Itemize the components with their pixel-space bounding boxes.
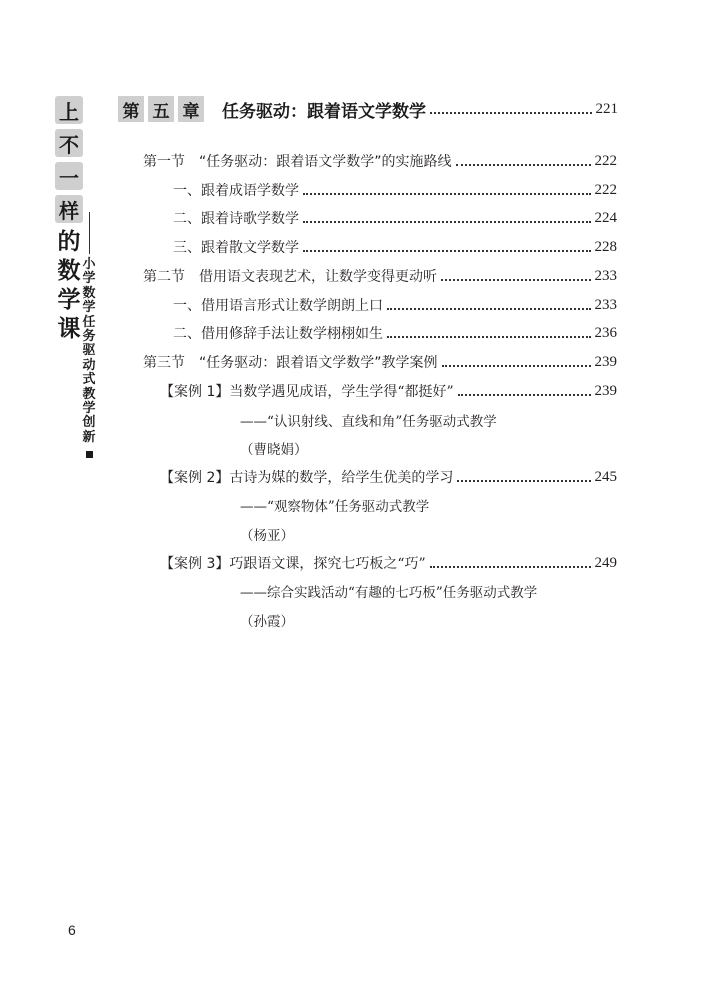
chapter-label-char: 章 [178,96,204,122]
toc-case-entry[interactable] [160,380,617,402]
side-subtitle-char: 驱 [82,343,96,359]
leader-dots [457,480,590,482]
case-page-number: 239 [594,382,617,399]
entry-title: 三、跟着散文学数学 [173,240,299,256]
toc-entry[interactable] [173,236,617,258]
case-label: 【案例 2】 [160,470,230,486]
side-title-char: 上 [55,96,83,124]
toc-entry-section-2[interactable] [143,265,617,287]
side-title-char: 学 [57,287,81,313]
side-title-char: 的 [57,229,81,255]
leader-dots [456,164,591,166]
side-title-char: 不 [55,129,83,157]
leader-dots [303,193,591,195]
leader-dots [441,279,591,281]
entry-title: 一、跟着成语学数学 [173,183,299,199]
entry-title: 第二节 借用语文表现艺术，让数学变得更动听 [143,269,437,285]
case-subtitle: ——“观察物体”任务驱动式教学 [240,499,430,515]
case-author: （杨亚） [240,528,294,544]
side-title-char: 样 [55,195,83,223]
chapter-page-number: 221 [595,100,618,117]
chapter-title: 任务驱动：跟着语文学数学 [222,101,426,122]
leader-dots [303,250,591,252]
entry-page-number: 222 [594,181,617,198]
leader-dots [387,336,591,338]
case-subtitle: ——“认识射线、直线和角”任务驱动式教学 [240,414,497,430]
case-author: （孙霞） [240,614,294,630]
entry-page-number: 222 [594,152,617,169]
toc-entry[interactable] [173,179,617,201]
case-title: 巧跟语文课，探究七巧板之“巧” [229,556,426,572]
toc-entry-section-1[interactable] [143,150,617,172]
case-label: 【案例 1】 [160,384,230,400]
toc-case-entry[interactable] [160,552,617,574]
entry-page-number: 224 [594,209,617,226]
entry-page-number: 233 [594,267,617,284]
toc-entry[interactable] [173,294,617,316]
entry-title: 二、借用修辞手法让数学栩栩如生 [173,326,383,342]
case-label: 【案例 3】 [160,556,230,572]
side-title-char: 课 [57,316,81,342]
leader-dots [387,308,591,310]
leader-dots [458,394,591,396]
side-subtitle-char: 动 [82,357,96,373]
entry-title: 一、借用语言形式让数学朗朗上口 [173,298,383,314]
case-page-number: 249 [594,554,617,571]
entry-page-number: 233 [594,296,617,313]
side-subtitle-char: 创 [82,415,96,431]
entry-title: 第一节 “任务驱动：跟着语文学数学”的实施路线 [143,154,452,170]
entry-page-number: 239 [594,353,617,370]
case-subtitle: ——综合实践活动“有趣的七巧板”任务驱动式教学 [240,585,538,601]
side-subtitle-char: 小 [82,257,96,272]
side-subtitle-char: 学 [82,401,96,417]
leader-dots [430,566,591,568]
case-title: 古诗为媒的数学，给学生优美的学习 [229,470,454,486]
side-subtitle-char: 学 [82,300,96,316]
toc-entry[interactable] [173,322,617,344]
side-subtitle-char: 任 [82,314,96,330]
entry-title: 第三节 “任务驱动：跟着语文学数学”教学案例 [143,355,438,371]
toc-case-entry[interactable] [160,466,617,488]
chapter-label-char: 第 [118,96,144,122]
side-subtitle-char: 式 [82,372,96,388]
toc-entry[interactable] [173,207,617,229]
entry-title: 二、跟着诗歌学数学 [173,211,299,227]
side-subtitle-char: 新 [82,429,96,445]
entry-page-number: 228 [594,238,617,255]
side-title-char: 数 [57,258,81,284]
case-page-number: 245 [594,468,617,485]
toc-entry-section-3[interactable] [143,351,617,373]
entry-page-number: 236 [594,324,617,341]
page-number: 6 [68,922,76,938]
chapter-label-char: 五 [148,96,174,122]
case-author: （曹晓娟） [240,442,308,458]
side-title-char: 一 [55,162,83,190]
case-title: 当数学遇见成语，学生学得“都挺好” [229,384,454,400]
side-subtitle-char: 数 [82,285,96,301]
leader-dots [442,365,591,367]
leader-dots [303,221,591,223]
side-subtitle-char: 务 [82,329,96,345]
side-subtitle-char: 学 [82,271,96,287]
side-subtitle-char: 教 [82,386,96,402]
